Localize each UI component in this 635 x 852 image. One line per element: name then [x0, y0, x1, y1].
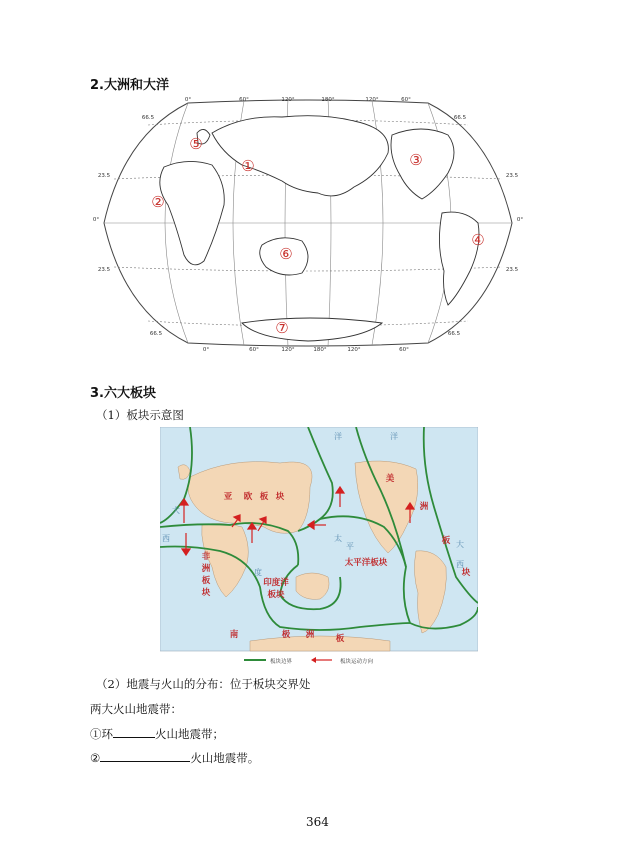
plate-african-0: 非 — [201, 552, 211, 562]
ocean-label-3: 西 — [162, 534, 170, 543]
plate-eurasian-0: 亚 — [223, 492, 233, 502]
plate-eurasian-3: 块 — [275, 492, 285, 502]
plate-indian-0: 印度洋 — [263, 578, 289, 588]
marker-7: ⑦ — [275, 319, 289, 337]
lat-left-3: 23.5 — [97, 267, 111, 273]
plate-eurasian-1: 欧 — [243, 492, 253, 502]
lon-top-3: 180° — [321, 97, 335, 103]
belt-2-line — [90, 750, 259, 766]
plate-eurasian-2: 板 — [259, 492, 269, 502]
lon-top-1: 60° — [239, 97, 249, 103]
lat-right-0: 66.5 — [453, 115, 467, 121]
plate-pacific: 太平洋板块 — [344, 558, 388, 568]
belt-1-prefix: ①环 — [90, 727, 113, 741]
lat-left-2: 0° — [92, 217, 100, 223]
marker-5: ⑤ — [189, 135, 203, 153]
plate-african-3: 块 — [201, 588, 211, 598]
marker-4: ④ — [471, 231, 485, 249]
section-heading-plates: 3.六大板块 — [90, 386, 156, 401]
belts-title: 两大火山地震带： — [90, 702, 182, 716]
ocean-label-4: 度 — [254, 568, 262, 577]
ocean-label-0: 洋 — [334, 432, 342, 441]
lat-right-3: 23.5 — [505, 267, 519, 273]
lon-top-0: 0° — [184, 97, 192, 103]
plate-african-1: 洲 — [201, 564, 211, 574]
page-number: 364 — [306, 815, 329, 829]
plate-antarctic-3: 板 — [335, 634, 345, 644]
lon-bottom-5: 60° — [399, 347, 409, 353]
plate-american-2: 板 — [441, 536, 451, 546]
lon-bottom-4: 120° — [347, 347, 361, 353]
belt-1-blank[interactable] — [113, 726, 155, 738]
plate-american-3: 块 — [461, 568, 471, 578]
subheading-plate-diagram: （1）板块示意图 — [96, 408, 184, 422]
lon-bottom-3: 180° — [313, 347, 327, 353]
lon-top-5: 60° — [401, 97, 411, 103]
plate-american-1: 洲 — [419, 502, 429, 512]
ocean-label-7: 大 — [456, 540, 464, 549]
marker-3: ③ — [409, 151, 423, 169]
belt-2-suffix: 火山地震带。 — [190, 751, 260, 765]
legend-movement-label: 板块运动方向 — [340, 659, 374, 665]
lat-left-0: 66.5 — [141, 115, 155, 121]
lat-left-1: 23.5 — [97, 173, 111, 179]
belt-2-blank[interactable] — [100, 750, 190, 762]
lat-left-4: 66.5 — [149, 331, 163, 337]
belt-1-line — [90, 726, 224, 742]
plate-indian-1: 板块 — [267, 590, 285, 600]
lat-right-1: 23.5 — [505, 173, 519, 179]
marker-1: ① — [241, 157, 255, 175]
continents-oceans-map — [92, 95, 524, 353]
ocean-label-6: 平 — [346, 542, 354, 551]
plate-antarctic-1: 极 — [281, 630, 291, 640]
subheading-distribution: （2）地震与火山的分布：位于板块交界处 — [96, 677, 311, 691]
belt-1-suffix: 火山地震带； — [155, 727, 224, 741]
marker-2: ② — [151, 193, 165, 211]
ocean-label-2: 大 — [172, 506, 180, 515]
lon-bottom-2: 120° — [281, 347, 295, 353]
legend-boundary-label: 板块边界 — [270, 659, 293, 665]
ocean-label-1: 洋 — [390, 432, 398, 441]
lat-right-4: 66.5 — [447, 331, 461, 337]
plate-african-2: 板 — [201, 576, 211, 586]
lon-top-2: 120° — [281, 97, 295, 103]
ocean-label-5: 太 — [334, 534, 342, 543]
lon-bottom-1: 60° — [249, 347, 259, 353]
marker-6: ⑥ — [279, 245, 293, 263]
plate-antarctic-0: 南 — [229, 630, 239, 640]
lat-right-2: 0° — [516, 217, 524, 223]
plate-american-0: 美 — [385, 474, 395, 484]
section-heading-continents: 2.大洲和大洋 — [90, 78, 169, 93]
lon-top-4: 120° — [365, 97, 379, 103]
belt-2-prefix: ② — [90, 751, 101, 765]
plate-antarctic-2: 洲 — [305, 630, 315, 640]
ocean-label-8: 西 — [456, 560, 464, 569]
lon-bottom-0: 0° — [202, 347, 210, 353]
plates-map — [160, 427, 478, 667]
